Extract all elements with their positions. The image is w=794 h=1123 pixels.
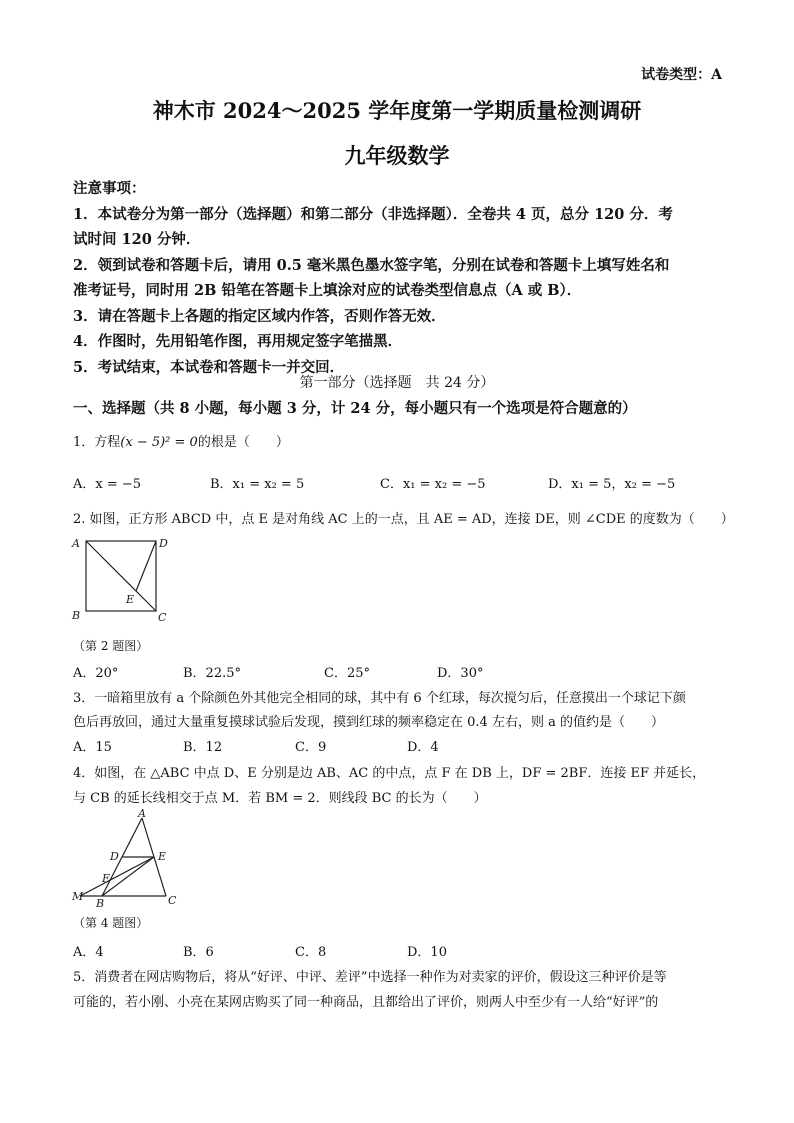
q2-caption: （第 2 题图） — [73, 639, 149, 653]
q4-option-a: A．4 — [73, 945, 104, 960]
label-c: C — [168, 894, 177, 907]
notes-heading: 注意事项： — [73, 180, 146, 197]
q4-option-c: C．8 — [295, 945, 327, 960]
label-a: A — [72, 537, 80, 550]
question-3-line-2: 色后再放回，通过大量重复摸球试验后发现，摸到红球的频率稳定在 0.4 左右，则 a 的值约是（ ） — [73, 715, 664, 730]
label-d: D — [110, 850, 119, 863]
notes-block — [73, 176, 673, 380]
page-subtitle: 九年级数学 — [344, 143, 450, 168]
q2-option-c: C．25° — [324, 666, 370, 681]
q2-figure — [70, 533, 175, 628]
label-d: D — [159, 537, 168, 550]
label-b: B — [72, 609, 81, 622]
question-1-stem — [73, 431, 289, 450]
label-a: A — [138, 808, 146, 820]
q1-prefix: 1．方程 — [73, 435, 121, 450]
q3-option-b: B．12 — [183, 740, 223, 755]
question-4-line-2: 与 CB 的延长线相交于点 M．若 BM = 2．则线段 BC 的长为（ ） — [73, 791, 487, 806]
notes-line: 准考证号，同时用 2B 铅笔在答题卡上填涂对应的试卷类型信息点（A 或 B）． — [73, 282, 582, 299]
notes-line: 试时间 120 分钟． — [73, 231, 201, 248]
label-m: M — [72, 890, 84, 903]
label-e: E — [126, 593, 135, 606]
label-f: F — [102, 872, 110, 885]
q1-option-b: B．x₁ = x₂ = 5 — [210, 477, 305, 492]
page-title: 神木市 2024～2025 学年度第一学期质量检测调研 — [152, 98, 642, 123]
q4-option-b: B．6 — [183, 945, 214, 960]
q4-caption: （第 4 题图） — [73, 916, 149, 930]
q1-equation: (x − 5)² = 0 — [120, 435, 198, 450]
label-b: B — [96, 897, 105, 908]
notes-line: 2．领到试卷和答题卡后，请用 0.5 毫米黑色墨水签字笔，分别在试卷和答题卡上填写姓名和 — [73, 256, 670, 274]
section-heading: 一、选择题（共 8 小题，每小题 3 分，计 24 分，每小题只有一个选项是符合题意的） — [73, 400, 637, 417]
part1-title: 第一部分（选择题 共 24 分） — [299, 375, 495, 391]
notes-line: 5．考试结束，本试卷和答题卡一并交回． — [73, 358, 345, 376]
label-c: C — [158, 611, 167, 624]
q4-figure — [70, 808, 190, 908]
question-2-stem: 2. 如图，正方形 ABCD 中，点 E 是对角线 AC 上的一点，且 AE = AD，连接 DE，则 ∠CDE 的度数为（ ） — [73, 512, 734, 527]
question-5-line-1: 5．消费者在网店购物后，将从“好评、中评、差评”中选择一种作为对卖家的评价，假设这三种评价是等 — [73, 970, 667, 985]
q2-option-b: B．22.5° — [183, 666, 241, 681]
q2-option-a: A．20° — [73, 666, 119, 681]
notes-line: 3．请在答题卡上各题的指定区域内作答，否则作答无效． — [73, 307, 446, 325]
q2-option-d: D．30° — [437, 666, 484, 681]
notes-line: 1．本试卷分为第一部分（选择题）和第二部分（非选择题）．全卷共 4 页，总分 120 分．考 — [73, 205, 673, 223]
q3-option-d: D．4 — [407, 740, 439, 755]
q3-option-c: C．9 — [295, 740, 327, 755]
question-3-line-1: 3．一暗箱里放有 a 个除颜色外其他完全相同的球，其中有 6 个红球，每次搅匀后，任意摸出一个球记下颜 — [73, 691, 686, 706]
notes-line: 4．作图时，先用铅笔作图，再用规定签字笔描黑． — [73, 333, 403, 350]
diagonal-ac — [86, 541, 156, 611]
label-e: E — [158, 850, 167, 863]
q1-option-a: A．x = −5 — [73, 477, 142, 492]
question-5-line-2: 可能的，若小刚、小亮在某网店购买了同一种商品，且都给出了评价，则两人中至少有一人给“好评”的 — [73, 995, 659, 1010]
question-4-line-1: 4．如图，在 △ABC 中点 D、E 分别是边 AB、AC 的中点，点 F 在 DB 上，DF = 2BF．连接 EF 并延长， — [73, 766, 706, 781]
segment-de — [136, 541, 156, 591]
paper-type: 试卷类型：A — [641, 67, 722, 83]
q1-suffix: 的根是（ ） — [197, 435, 289, 450]
q1-option-c: C．x₁ = x₂ = −5 — [380, 477, 486, 492]
q4-option-d: D．10 — [407, 945, 447, 960]
q3-option-a: A．15 — [73, 740, 112, 755]
q1-option-d: D．x₁ = 5，x₂ = −5 — [548, 477, 676, 492]
